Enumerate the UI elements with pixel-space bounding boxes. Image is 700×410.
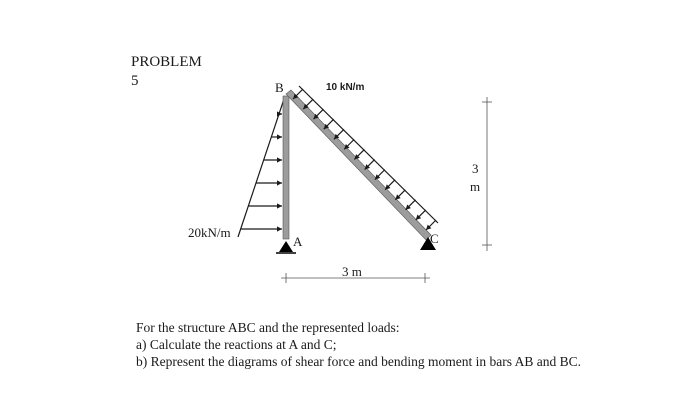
vertical-dimension <box>482 97 492 251</box>
problem-number: 5 <box>131 73 139 89</box>
inclined-load-arrow <box>375 170 385 180</box>
inclined-load-arrow <box>334 129 344 139</box>
inclined-load-arrow <box>416 210 426 220</box>
node-c-label: C <box>430 231 439 246</box>
horizontal-dimension-label: 3 m <box>342 264 362 279</box>
problem-title: PROBLEM <box>131 54 202 70</box>
statement-part-b: b) Represent the diagrams of shear force and bending moment in bars AB and BC. <box>136 354 582 369</box>
inclined-uniform-load <box>293 86 438 230</box>
inclined-load-arrow <box>365 160 375 170</box>
member-ab <box>283 96 289 239</box>
triangular-load-arrow <box>256 180 282 185</box>
triangular-load-arrow <box>248 203 282 208</box>
support-a <box>279 241 293 252</box>
inclined-load-arrow <box>385 180 395 190</box>
inclined-load-label: 10 kN/m <box>326 82 365 93</box>
inclined-load-arrow <box>406 200 416 210</box>
inclined-load-arrow <box>395 190 405 200</box>
triangular-load-arrow <box>241 226 282 231</box>
triangular-load-arrows <box>241 111 282 231</box>
triangular-load-arrow <box>264 157 282 162</box>
statement-intro: For the structure ABC and the represented loads: <box>136 320 400 335</box>
vertical-dimension-value: 3 <box>472 161 479 176</box>
inclined-load-arrow <box>313 109 323 119</box>
vertical-dimension-unit: m <box>470 179 481 194</box>
inclined-load-arrow <box>354 149 364 159</box>
node-b-label: B <box>275 80 284 95</box>
inclined-load-arrow <box>324 119 334 129</box>
problem-statement <box>136 319 581 370</box>
left-load-label: 20kN/m <box>188 225 231 240</box>
statement-part-a: a) Calculate the reactions at A and C; <box>136 337 337 352</box>
member-bc <box>286 90 431 240</box>
inclined-load-arrow <box>344 139 354 149</box>
inclined-load-arrows <box>293 89 436 230</box>
triangular-load-arrow <box>271 134 282 139</box>
node-a-label: A <box>293 234 303 249</box>
inclined-load-arrow <box>426 220 436 230</box>
triangular-load <box>238 96 285 237</box>
